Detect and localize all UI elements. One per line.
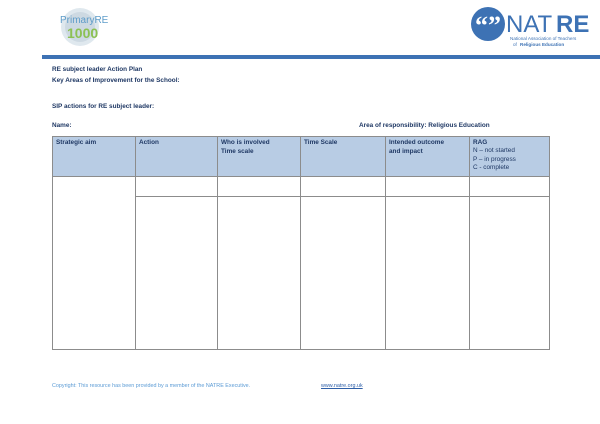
natre-tagline-1: National Association of Teachers [510, 36, 577, 41]
natre-logo [470, 4, 598, 50]
natre-nat-text: NAT [506, 11, 553, 38]
column-header-time-scale: Time Scale [301, 137, 386, 177]
name-label: Name: [52, 122, 72, 129]
column-header-who-is-involved: Who is involved Time scale [218, 137, 301, 177]
time-scale-cell[interactable] [301, 197, 386, 350]
column-header-strategic-aim: Strategic aim [53, 137, 136, 177]
key-areas-label: Key Areas of Improvement for the School: [52, 77, 180, 84]
action-cell[interactable] [136, 177, 218, 197]
natre-re-text: RE [556, 11, 590, 38]
copyright-text: Copyright: This resource has been provided by a member of the NATRE Executive. [52, 383, 251, 389]
sip-actions-label: SIP actions for RE subject leader: [52, 103, 155, 110]
rag-cell[interactable] [470, 177, 550, 197]
intended-outcome-cell[interactable] [386, 177, 470, 197]
rag-in-progress: P – in progress [473, 155, 516, 163]
natre-tagline-2: Religious Education [520, 42, 565, 47]
header-divider-bar [42, 55, 600, 59]
action-plan-table [52, 136, 550, 350]
table-header-row [53, 137, 550, 177]
rag-not-started: N – not started [473, 147, 515, 154]
column-header-action: Action [136, 137, 218, 177]
who-is-involved-cell[interactable] [218, 197, 301, 350]
column-header-rag: RAG N – not started P – in progress C - complete [470, 137, 550, 177]
logo-1000-text: 1000 [67, 25, 99, 41]
table-row [53, 177, 550, 197]
column-header-intended-outcome: Intended outcome and impact [386, 137, 470, 177]
svg-text:“”: “” [475, 11, 501, 40]
logo-primaryre-text: PrimaryRE [60, 15, 109, 26]
rag-complete: C - complete [473, 164, 510, 171]
time-scale-cell[interactable] [301, 177, 386, 197]
natre-tagline-prefix: of [513, 42, 517, 47]
strategic-aim-cell[interactable] [53, 177, 136, 350]
natre-website-link[interactable]: www.natre.org.uk [321, 383, 363, 389]
rag-cell[interactable] [470, 197, 550, 350]
action-cell[interactable] [136, 197, 218, 350]
intended-outcome-cell[interactable] [386, 197, 470, 350]
area-of-responsibility-label: Area of responsibility: Religious Education [359, 122, 490, 129]
primaryre-1000-logo [52, 3, 112, 48]
who-is-involved-cell[interactable] [218, 177, 301, 197]
document-title: RE subject leader Action Plan [52, 66, 143, 73]
